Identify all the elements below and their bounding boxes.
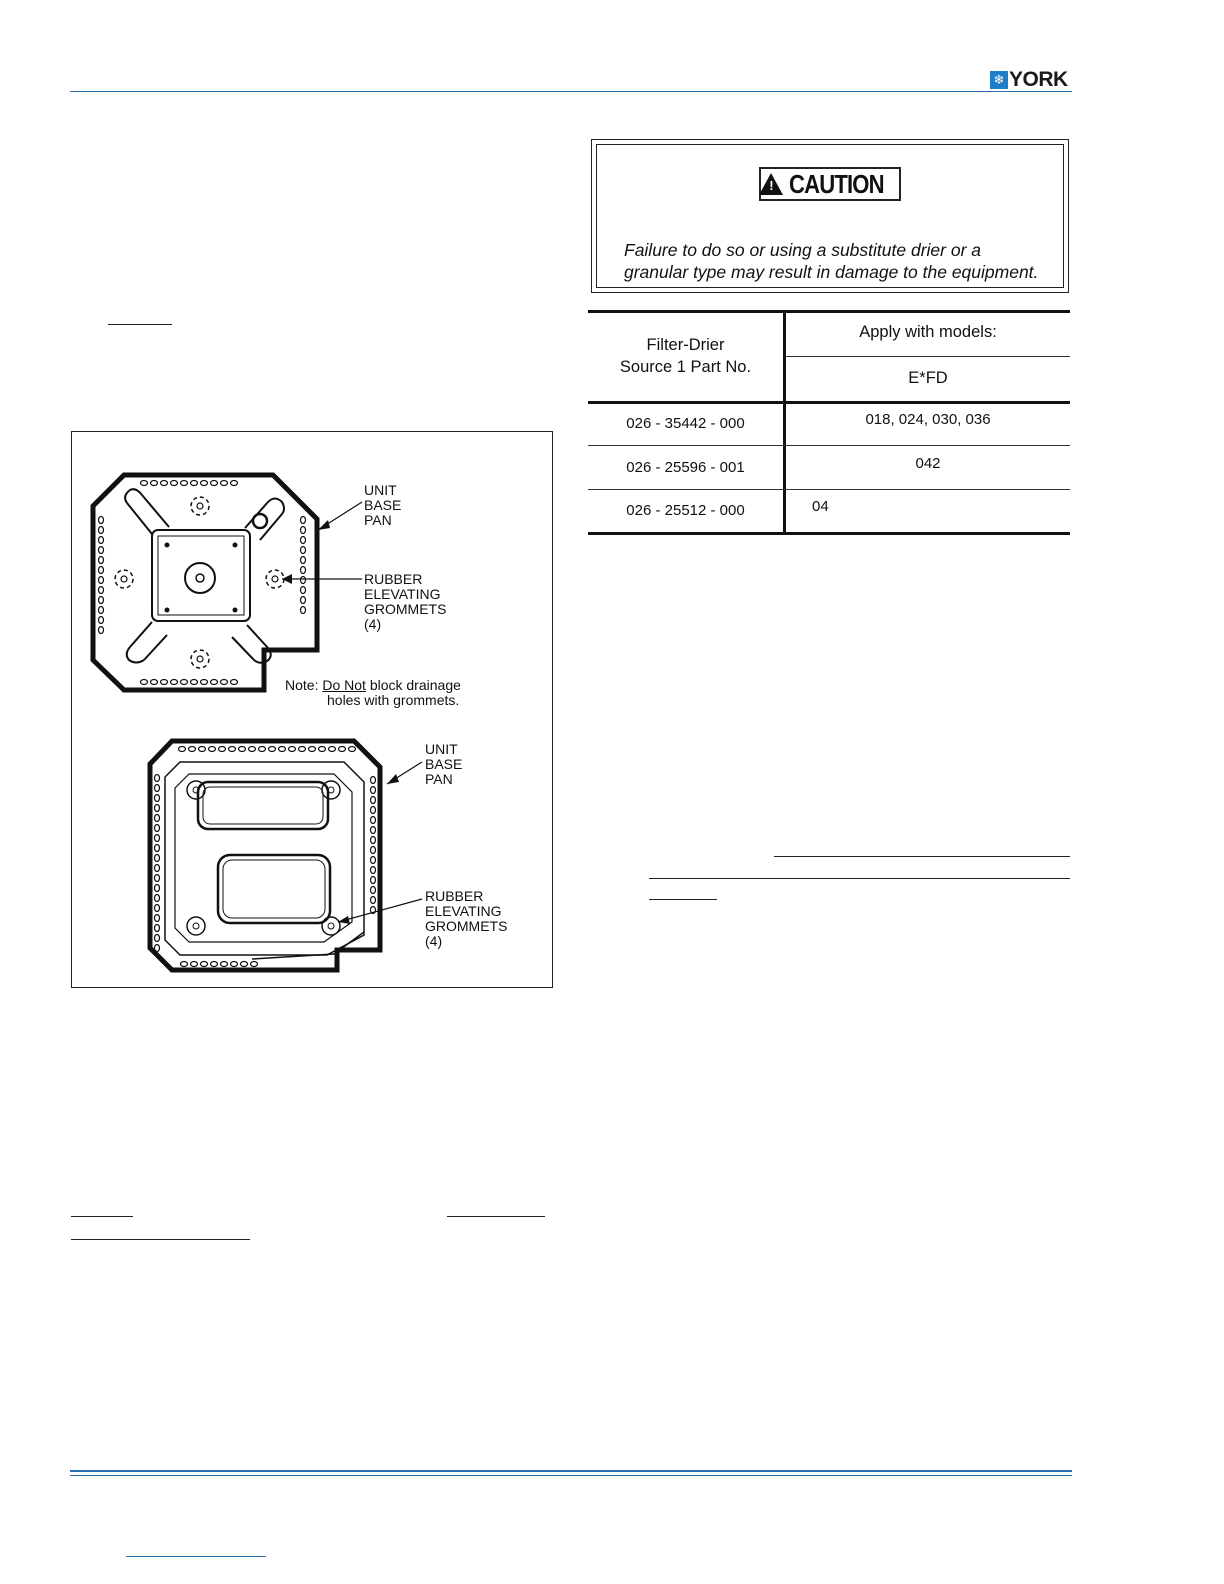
drainage-hole — [329, 747, 336, 752]
drainage-hole — [371, 837, 376, 844]
drainage-hole — [201, 481, 208, 486]
drainage-hole — [179, 747, 186, 752]
drainage-hole — [221, 481, 228, 486]
drainage-hole — [99, 527, 104, 534]
drainage-hole — [221, 680, 228, 685]
drainage-hole — [211, 680, 218, 685]
row2-models: 042 — [915, 455, 941, 472]
drainage-hole — [299, 747, 306, 752]
drainage-hole — [211, 962, 218, 967]
footer-rule-thin — [70, 1475, 1072, 1476]
row2-part: 026 - 25596 - 001 — [626, 459, 745, 476]
note-emphasis: Do Not — [322, 677, 366, 693]
drainage-hole — [189, 747, 196, 752]
drainage-hole — [161, 680, 168, 685]
drainage-hole — [201, 680, 208, 685]
underline — [649, 878, 1070, 879]
drainage-hole — [201, 962, 208, 967]
drainage-hole — [231, 962, 238, 967]
drainage-hole — [155, 875, 160, 882]
drainage-note-line1 — [285, 678, 461, 693]
drainage-hole — [99, 537, 104, 544]
drainage-hole — [99, 557, 104, 564]
table-header-divider — [786, 356, 1070, 357]
drainage-hole — [371, 797, 376, 804]
drainage-hole — [99, 597, 104, 604]
drainage-hole — [191, 962, 198, 967]
drainage-hole — [99, 517, 104, 524]
drainage-hole — [191, 481, 198, 486]
bottom-base-pan-label: UNIT BASE PAN — [425, 741, 463, 787]
caution-word: CAUTION — [789, 168, 885, 199]
drainage-hole — [231, 481, 238, 486]
drainage-hole — [301, 577, 306, 584]
drainage-hole — [289, 747, 296, 752]
drainage-hole — [181, 680, 188, 685]
drainage-hole — [141, 481, 148, 486]
drainage-hole — [269, 747, 276, 752]
drainage-hole — [371, 827, 376, 834]
drainage-hole — [211, 481, 218, 486]
drainage-hole — [371, 787, 376, 794]
drainage-hole — [99, 547, 104, 554]
top-grommets-label: RUBBER ELEVATING GROMMETS (4) — [364, 571, 447, 632]
drainage-hole — [161, 481, 168, 486]
drainage-hole — [371, 777, 376, 784]
drainage-hole — [309, 747, 316, 752]
drainage-hole — [301, 607, 306, 614]
drainage-hole — [251, 962, 258, 967]
drainage-hole — [371, 807, 376, 814]
drainage-hole — [371, 877, 376, 884]
drainage-hole — [155, 845, 160, 852]
drainage-note-line2: holes with grommets. — [327, 692, 460, 708]
drainage-hole — [151, 680, 158, 685]
drainage-hole — [301, 517, 306, 524]
table-header-rule — [588, 401, 1070, 404]
header-rule — [70, 91, 1072, 92]
drainage-hole — [259, 747, 266, 752]
drainage-hole — [371, 847, 376, 854]
table-top-rule — [588, 310, 1070, 313]
drainage-hole — [181, 962, 188, 967]
drainage-hole — [301, 567, 306, 574]
snowflake-icon: ❄ — [990, 71, 1008, 89]
drainage-hole — [219, 747, 226, 752]
drainage-hole — [171, 481, 178, 486]
drainage-hole — [371, 867, 376, 874]
warning-exclamation: ! — [769, 178, 774, 193]
underline — [71, 1216, 133, 1217]
drainage-hole — [301, 547, 306, 554]
base-pan-figure — [71, 431, 553, 988]
drainage-hole — [371, 857, 376, 864]
underline — [447, 1216, 545, 1217]
row1-part: 026 - 35442 - 000 — [626, 415, 745, 432]
underline — [71, 1239, 250, 1240]
drainage-hole — [155, 945, 160, 952]
footer-rule — [70, 1470, 1072, 1472]
drainage-hole — [151, 481, 158, 486]
table-row-divider — [588, 489, 1070, 490]
drainage-hole — [221, 962, 228, 967]
col2-header: Apply with models: — [859, 323, 997, 341]
drainage-hole — [155, 795, 160, 802]
drainage-hole — [349, 747, 356, 752]
drainage-hole — [155, 805, 160, 812]
underline — [649, 899, 717, 900]
drainage-hole — [155, 905, 160, 912]
drainage-hole — [371, 817, 376, 824]
col2-subheader: E*FD — [908, 369, 948, 387]
drainage-hole — [239, 747, 246, 752]
drainage-hole — [191, 680, 198, 685]
logo-text: YORK — [1009, 68, 1068, 91]
drainage-hole — [155, 865, 160, 872]
drainage-hole — [229, 747, 236, 752]
drainage-hole — [99, 627, 104, 634]
drainage-hole — [319, 747, 326, 752]
bottom-grommets-label: RUBBER ELEVATING GROMMETS (4) — [425, 888, 508, 949]
footer-link-underline[interactable] — [126, 1556, 266, 1557]
drainage-hole — [241, 962, 248, 967]
drainage-hole — [199, 747, 206, 752]
caution-inner-frame — [596, 144, 1064, 288]
drainage-hole — [155, 825, 160, 832]
table-bottom-rule — [588, 532, 1070, 535]
drainage-hole — [155, 885, 160, 892]
drainage-hole — [209, 747, 216, 752]
drainage-hole — [99, 587, 104, 594]
drainage-hole — [155, 935, 160, 942]
note-rest: block drainage — [365, 677, 461, 693]
col1-header-line2: Source 1 Part No. — [619, 358, 752, 376]
row3-part: 026 - 25512 - 000 — [626, 502, 745, 519]
drainage-hole — [155, 775, 160, 782]
top-base-pan-label: UNIT BASE PAN — [364, 482, 402, 528]
drainage-hole — [155, 925, 160, 932]
drainage-hole — [371, 897, 376, 904]
warning-triangle-icon — [759, 173, 783, 195]
drainage-hole — [99, 567, 104, 574]
underline — [774, 856, 1070, 857]
caution-text: Failure to do so or using a substitute drier or a granular type may result in damage to the equipment. — [624, 240, 1039, 282]
drainage-hole — [155, 815, 160, 822]
row1-models: 018, 024, 030, 036 — [865, 411, 991, 428]
drainage-hole — [155, 895, 160, 902]
row3-models: 04 — [812, 498, 829, 515]
drainage-hole — [181, 481, 188, 486]
drainage-hole — [99, 607, 104, 614]
drainage-hole — [301, 537, 306, 544]
drainage-hole — [279, 747, 286, 752]
drainage-hole — [99, 577, 104, 584]
york-logo — [990, 70, 1068, 90]
drainage-hole — [171, 680, 178, 685]
underline — [108, 324, 172, 325]
table-row-divider — [588, 445, 1070, 446]
drainage-hole — [249, 747, 256, 752]
drainage-hole — [155, 855, 160, 862]
col1-header-line1: Filter-Drier — [646, 336, 725, 354]
caution-label — [759, 167, 901, 201]
drainage-hole — [141, 680, 148, 685]
drainage-hole — [155, 835, 160, 842]
drainage-hole — [339, 747, 346, 752]
caution-box — [591, 139, 1069, 293]
drainage-hole — [231, 680, 238, 685]
drainage-hole — [155, 785, 160, 792]
drainage-hole — [155, 915, 160, 922]
note-prefix: Note: — [285, 677, 323, 693]
drainage-hole — [301, 597, 306, 604]
drainage-hole — [99, 617, 104, 624]
drainage-hole — [371, 887, 376, 894]
drainage-hole — [301, 527, 306, 534]
drainage-hole — [301, 587, 306, 594]
drainage-hole — [301, 557, 306, 564]
